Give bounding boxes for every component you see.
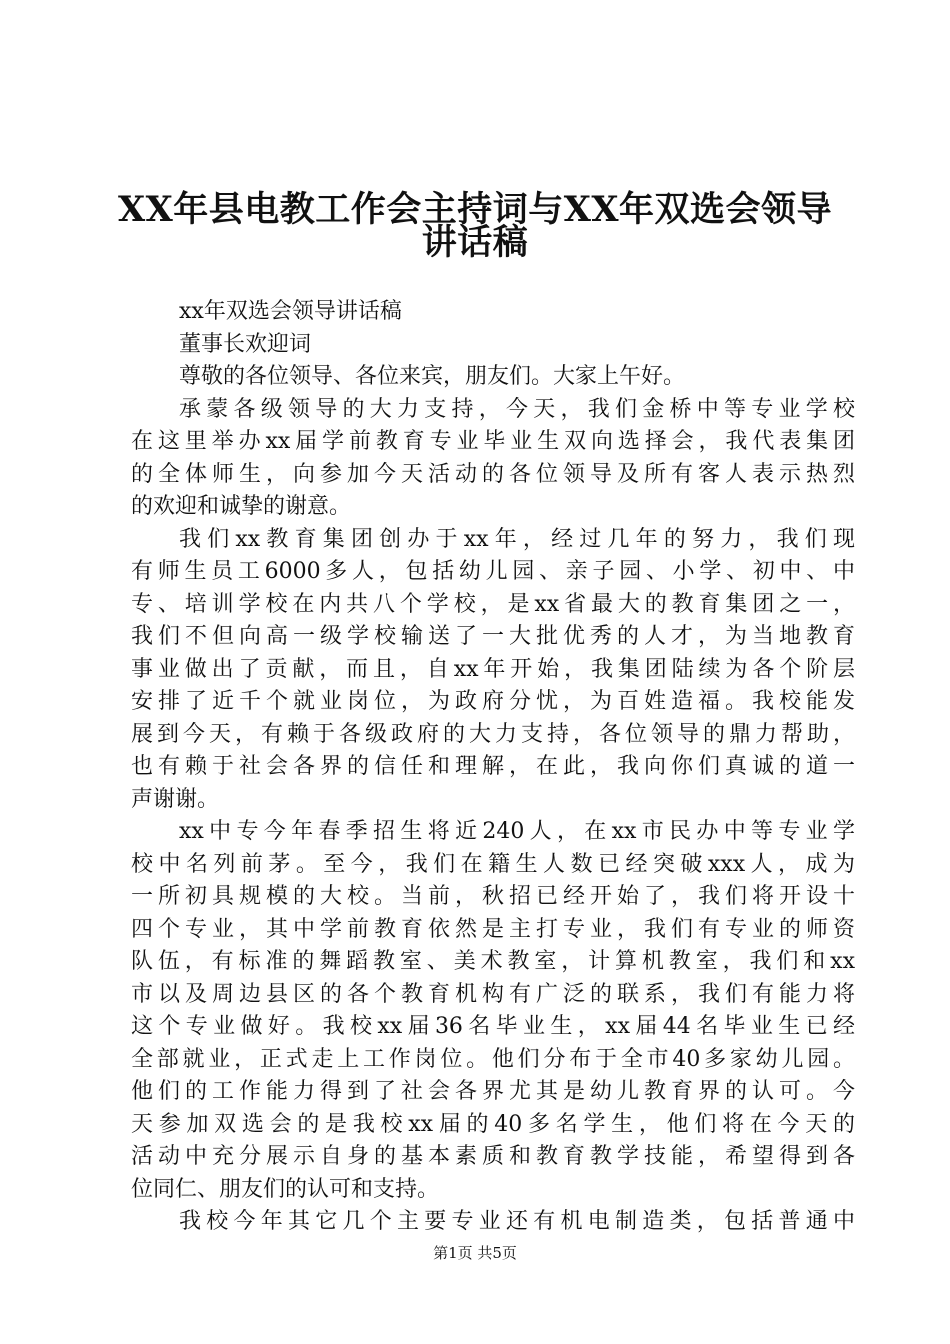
- body-line: 这个专业做好。我校xx届36名毕业生，xx届44名毕业生已经: [131, 1014, 855, 1039]
- body-line: 的欢迎和诚挚的谢意。: [131, 494, 352, 519]
- body-line: 位同仁、朋友们的认可和支持。: [131, 1176, 440, 1202]
- document-title-line-1: XX年县电教工作会主持词与XX年双选会领导: [117, 189, 833, 230]
- body-line: 市以及周边县区的各个教育机构有广泛的联系，我们有能力将: [131, 981, 855, 1007]
- body-line: 承蒙各级领导的大力支持，今天，我们金桥中等专业学校: [179, 396, 855, 422]
- page-footer: 第1页 共5页: [433, 1244, 517, 1262]
- body-line: 活动中充分展示自身的基本素质和教育教学技能，希望得到各: [131, 1144, 855, 1169]
- body-line: 天参加双选会的是我校xx届的40多名学生，他们将在今天的: [131, 1111, 855, 1137]
- body-line: 有师生员工6000多人，包括幼儿园、亲子园、小学、初中、中: [131, 559, 855, 584]
- body-line: 专、培训学校在内共八个学校，是xx省最大的教育集团之一，: [131, 591, 855, 617]
- body-line: 校中名列前茅。至今，我们在籍生人数已经突破xxx人，成为: [131, 851, 855, 877]
- body-line: 的全体师生，向参加今天活动的各位领导及所有客人表示热烈: [131, 461, 855, 487]
- body-line: 也有赖于社会各界的信任和理解，在此，我向你们真诚的道一: [131, 754, 855, 779]
- body-line: xx年双选会领导讲话稿: [179, 299, 402, 324]
- body-line: 声谢谢。: [131, 786, 220, 812]
- body-line: 我校今年其它几个主要专业还有机电制造类，包括普通中: [179, 1209, 855, 1234]
- body-line: 我们不但向高一级学校输送了一大批优秀的人才，为当地教育: [131, 624, 855, 649]
- body-line: 展到今天，有赖于各级政府的大力支持，各位领导的鼎力帮助，: [131, 721, 855, 747]
- body-line: 四个专业，其中学前教育依然是主打专业，我们有专业的师资: [131, 916, 855, 942]
- body-line: 事业做出了贡献，而且，自xx年开始，我集团陆续为各个阶层: [131, 656, 855, 682]
- body-line: 董事长欢迎词: [179, 331, 312, 357]
- body-line: 我们xx教育集团创办于xx年，经过几年的努力，我们现: [179, 526, 855, 552]
- body-line: xx中专今年春季招生将近240人，在xx市民办中等专业学: [179, 819, 855, 844]
- body-line: 尊敬的各位领导、各位来宾，朋友们。大家上午好。: [179, 364, 686, 389]
- document-title-line-2: 讲话稿: [421, 222, 529, 263]
- body-line: 一所初具规模的大校。当前，秋招已经开始了，我们将开设十: [131, 884, 855, 909]
- body-line: 队伍，有标准的舞蹈教室、美术教室，计算机教室，我们和xx: [131, 949, 855, 974]
- body-line: 在这里举办xx届学前教育专业毕业生双向选择会，我代表集团: [131, 429, 855, 454]
- body-line: 全部就业，正式走上工作岗位。他们分布于全市40多家幼儿园。: [131, 1046, 855, 1072]
- body-line: 他们的工作能力得到了社会各界尤其是幼儿教育界的认可。今: [131, 1079, 855, 1104]
- body-line: 安排了近千个就业岗位，为政府分忧，为百姓造福。我校能发: [131, 689, 855, 714]
- document-body: [131, 296, 855, 1239]
